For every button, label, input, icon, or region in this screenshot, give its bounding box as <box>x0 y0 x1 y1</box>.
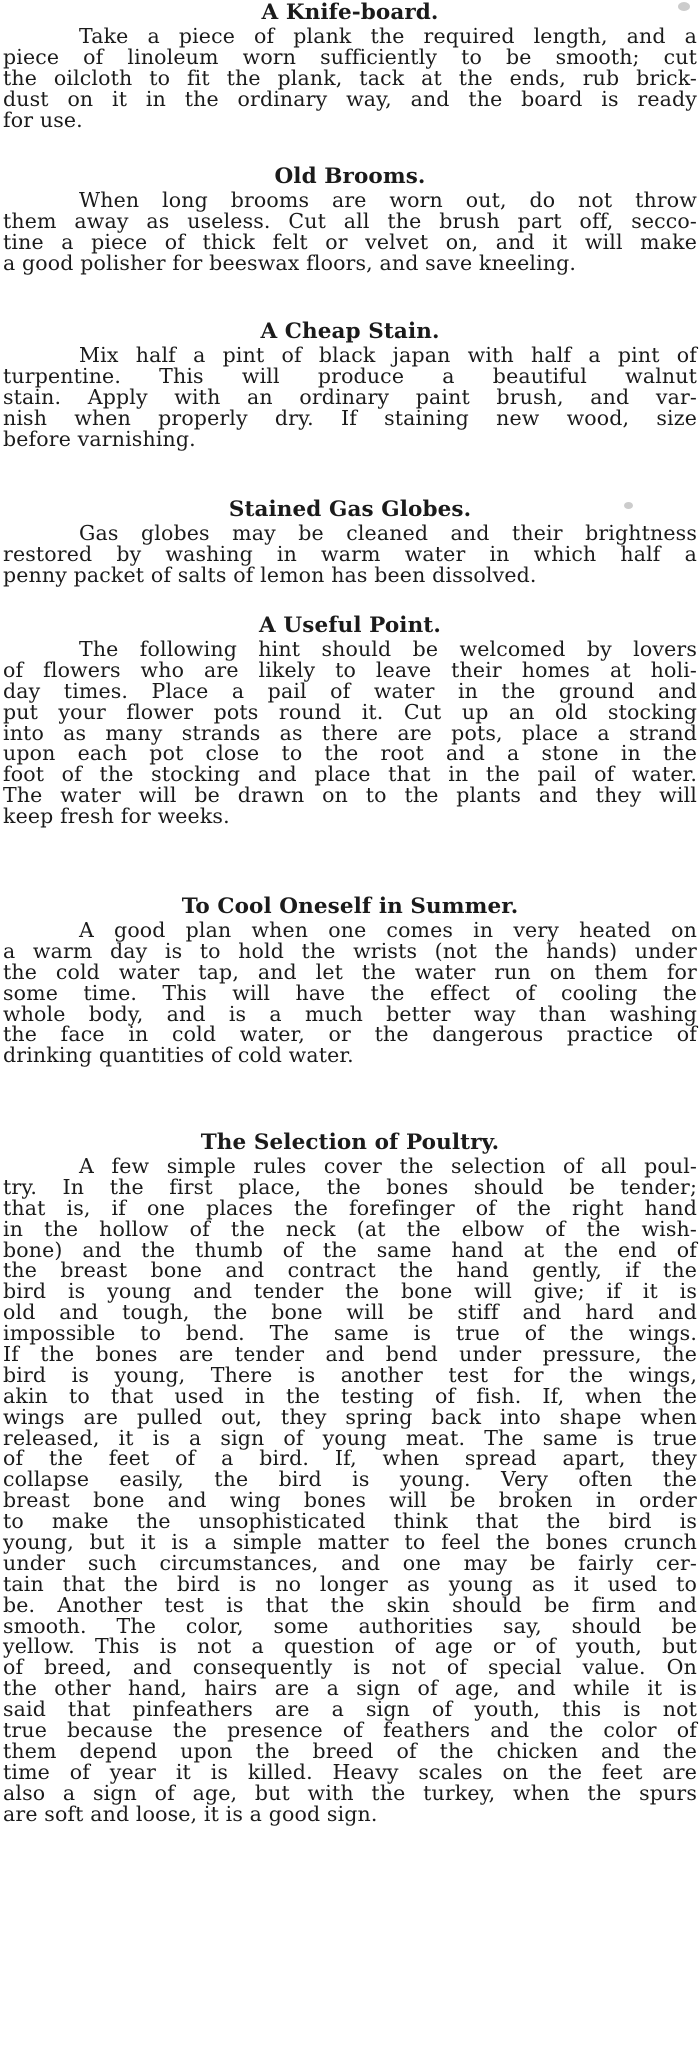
text-line: of the feet of a bird. If, when spread apart, they <box>3 1446 697 1471</box>
section-heading: Old Brooms. <box>274 164 426 189</box>
text-line: the face in cold water, or the dangerous practice of <box>3 1022 697 1047</box>
text-line: old and tough, the bone will be stiff and hard and <box>3 1300 697 1325</box>
text-line: tain that the bird is no longer as young as it used to <box>3 1571 697 1596</box>
text-line: the other hand, hairs are a sign of age, and while it is <box>3 1676 697 1701</box>
text-line: be. Another test is that the skin should be firm and <box>3 1592 697 1617</box>
text-line: smooth. The color, some authorities say, should be <box>3 1613 697 1638</box>
section-heading: A Knife-board. <box>261 0 439 25</box>
text-line: piece of linoleum worn sufficiently to be smooth; cut <box>3 44 697 69</box>
text-line: akin to that used in the testing of fish. If, when the <box>3 1383 697 1408</box>
text-line: nish when properly dry. If staining new wood, size <box>3 405 697 430</box>
text-line: into as many strands as there are pots, place a strand <box>3 720 697 745</box>
text-line: time of year it is killed. Heavy scales on the feet are <box>3 1759 697 1784</box>
text-line: them depend upon the breed of the chicken and the <box>3 1738 697 1763</box>
section-old-brooms <box>0 164 700 274</box>
text-line: breast bone and wing bones will be broken in order <box>3 1488 697 1513</box>
text-line: The water will be drawn on to the plants and they will <box>3 783 697 808</box>
text-line: a good polisher for beeswax floors, and save kneeling. <box>3 250 577 275</box>
section-heading: A Useful Point. <box>259 613 441 638</box>
text-line: the oilcloth to fit the plank, tack at the ends, rub brick- <box>3 65 697 90</box>
section-body <box>3 523 697 586</box>
text-line: penny packet of salts of lemon has been dissolved. <box>3 562 537 587</box>
section-heading: To Cool Oneself in Summer. <box>181 894 519 919</box>
text-line: put your flower pots round it. Cut up an old stocking <box>3 699 697 724</box>
section-useful-point <box>0 613 700 827</box>
text-line: Mix half a pint of black japan with half a pint of <box>79 343 697 367</box>
text-line: A few simple rules cover the selection of all poul- <box>79 1154 697 1178</box>
text-line: When long brooms are worn out, do not throw <box>79 188 697 212</box>
section-body <box>3 920 697 1066</box>
section-heading: A Cheap Stain. <box>260 319 440 344</box>
section-body <box>3 1156 697 1825</box>
text-line: tine a piece of thick felt or velvet on, and it will make <box>3 229 697 254</box>
text-line: are soft and loose, it is a good sign. <box>3 1801 378 1826</box>
print-speck <box>678 2 690 11</box>
text-line: Gas globes may be cleaned and their brightness <box>79 521 697 545</box>
print-speck <box>624 502 633 509</box>
text-line: If the bones are tender and bend under pressure, the <box>3 1342 697 1367</box>
text-line: under such circumstances, and one may be fairly cer- <box>3 1550 697 1575</box>
text-line: young, but it is a simple matter to feel the bones crunch <box>3 1530 697 1555</box>
text-line: that is, if one places the forefinger of the right hand <box>3 1195 697 1220</box>
section-cheap-stain <box>0 319 700 449</box>
text-line: Take a piece of plank the required length, and a <box>79 24 697 48</box>
text-line: before varnishing. <box>3 426 196 451</box>
section-knife-board <box>0 0 700 130</box>
section-cool-oneself <box>0 894 700 1066</box>
section-body <box>3 639 697 827</box>
section-body <box>3 190 697 274</box>
text-line: of flowers who are likely to leave their homes at holi- <box>3 657 697 682</box>
section-stained-gas-globes <box>0 497 700 586</box>
text-line: keep fresh for weeks. <box>3 804 230 829</box>
text-line: wings are pulled out, they spring back into shape when <box>3 1404 697 1429</box>
section-heading: Stained Gas Globes. <box>228 497 472 522</box>
text-line: day times. Place a pail of water in the ground and <box>3 678 697 703</box>
text-line: in the hollow of the neck (at the elbow of the wish- <box>3 1216 697 1241</box>
section-body <box>3 26 697 130</box>
text-line: foot of the stocking and place that in the pail of water. <box>3 762 697 787</box>
text-line: of breed, and consequently is not of special value. On <box>3 1655 697 1680</box>
section-heading: The Selection of Poultry. <box>200 1130 500 1155</box>
text-line: the cold water tap, and let the water run on them for <box>3 959 697 984</box>
text-line: bird is young, There is another test for the wings, <box>3 1362 697 1387</box>
text-line: A good plan when one comes in very heated on <box>79 918 697 942</box>
text-line: collapse easily, the bird is young. Very often the <box>3 1467 697 1492</box>
text-line: yellow. This is not a question of age or of youth, but <box>3 1634 697 1659</box>
text-line: to make the unsophisticated think that the bird is <box>3 1509 697 1534</box>
text-line: impossible to bend. The same is true of the wings. <box>3 1321 697 1346</box>
text-line: some time. This will have the effect of cooling the <box>3 980 697 1005</box>
text-line: true because the presence of feathers and the color of <box>3 1718 697 1743</box>
text-line: for use. <box>3 107 83 132</box>
text-line: whole body, and is a much better way than washing <box>3 1001 697 1026</box>
text-line: The following hint should be welcomed by lovers <box>79 637 697 661</box>
section-selection-of-poultry <box>0 1130 700 1825</box>
text-line: turpentine. This will produce a beautiful walnut <box>3 363 697 388</box>
text-line: bird is young and tender the bone will give; if it is <box>3 1279 697 1304</box>
text-line: a warm day is to hold the wrists (not the hands) under <box>3 938 697 963</box>
text-line: upon each pot close to the root and a stone in the <box>3 741 697 766</box>
text-line: bone) and the thumb of the same hand at the end of <box>3 1237 697 1262</box>
section-body <box>3 345 697 449</box>
text-line: released, it is a sign of young meat. The same is true <box>3 1425 697 1450</box>
text-line: stain. Apply with an ordinary paint brush, and var- <box>3 384 697 409</box>
text-line: dust on it in the ordinary way, and the board is ready <box>3 86 697 111</box>
text-line: try. In the first place, the bones should be tender; <box>3 1174 697 1199</box>
text-line: the breast bone and contract the hand gently, if the <box>3 1258 697 1283</box>
text-line: said that pinfeathers are a sign of youth, this is not <box>3 1697 697 1722</box>
text-line: them away as useless. Cut all the brush part off, secco- <box>3 208 697 233</box>
text-line: drinking quantities of cold water. <box>3 1043 354 1068</box>
text-line: also a sign of age, but with the turkey, when the spurs <box>3 1780 697 1805</box>
text-line: restored by washing in warm water in which half a <box>3 541 697 566</box>
